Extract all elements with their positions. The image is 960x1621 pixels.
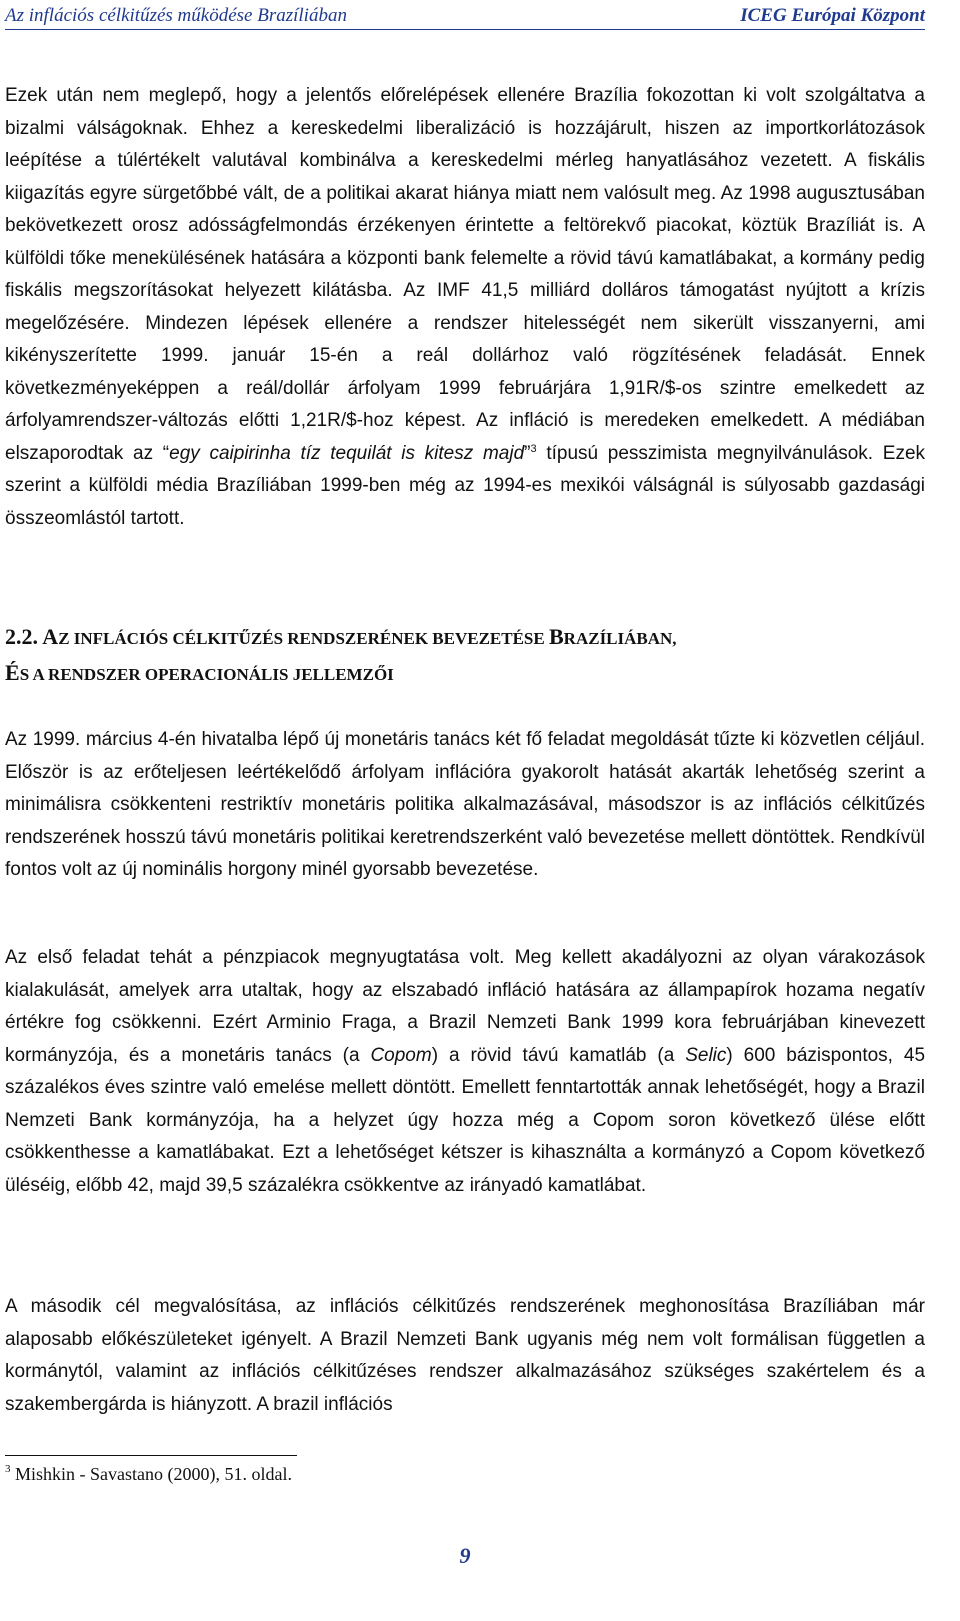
footnote-mark: 3 <box>5 1463 11 1475</box>
heading-capital: B <box>548 624 564 649</box>
section-heading <box>5 620 925 692</box>
paragraph-text: Ezek után nem meglepő, hogy a jelentős előrelépések ellenére Brazília fokozottan ki volt szolgáltatva a bizalmi válságoknak. Ehhez a kereskedelmi liberalizáció is hozzájárult, hiszen az importkorlátozások leépítése a túlértékelt valutával kombinálva a kereskedelmi mérleg hanyatlásához vezetett. A fiskális kiigazítás egyre sürgetőbbé vált, de a politikai akarat hiánya miatt nem valósult meg. Az 1998 augusztusában bekövetkezett orosz adósságfelmondás érzékenyen érintette a feltörekvő piacokat, köztük Brazíliát is. A külföldi tőke menekülésének hatására a központi bank felemelte a rövid távú kamatlábakat, a kormány pedig fiskális megszorításokat helyezett kilátásba. Az IMF 41,5 milliárd dolláros támogatást nyújtott a krízis megelőzésére. Mindezen lépések ellenére a rendszer hitelességét nem sikerült visszanyerni, ami kikényszerítette 1999. január 15-én a reál dollárhoz való rögzítésének feladását. Ennek következményeképpen a reál/dollár árfolyam 1999 februárjára 1,91R/$-os szintre emelkedett az árfolyamrendszer-változás előtti 1,21R/$-hoz képest. Az infláció is meredeken emelkedett. A médiában elszaporodtak az “ <box>5 85 925 464</box>
paragraph-first-task <box>5 942 925 1202</box>
heading-smallcaps: Z INFLÁCIÓS CÉLKITŰZÉS RENDSZERÉNEK BEVEZETÉSE <box>58 629 549 648</box>
footnote-text: Mishkin - Savastano (2000), 51. oldal. <box>10 1464 292 1484</box>
section-number: 2.2. <box>5 624 43 649</box>
footnote-reference: 3 <box>530 442 537 455</box>
header-title: Az inflációs célkitűzés működése Brazíliában <box>5 5 347 26</box>
running-header <box>5 2 925 30</box>
selic-term: Selic <box>685 1044 727 1066</box>
paragraph-second-goal: A második cél megvalósítása, az inflációs célkitűzés rendszerének meghonosítása Brazíliában már alaposabb előkészületeket igényelt. A Brazil Nemzeti Bank ugyanis még nem volt formálisan független a kormánytól, valamint az inflációs célkitűzéses rendszer alkalmazásához szükséges szakértelem és a szakembergárda is hiányzott. A brazil inflációs <box>5 1296 925 1415</box>
paragraph-text: Az első feladat tehát a pénzpiacok megnyugtatása volt. Meg kellett akadályozni az olyan várakozások kialakulását, amelyek arra utaltak, hogy az elszabadó infláció hatására az állampapírok hozama negatív értékre fog csökkenni. Ezért Arminio Fraga, a Brazil Nemzeti Bank 1999 kora februárjában kinevezett kormányzója, és a monetáris tanács (a <box>5 947 925 1066</box>
paragraph-text: ) 600 bázispontos, 45 százalékos éves szintre való emelése mellett döntött. Emellett fenntartották annak lehetőségét, hogy a Brazil Nemzeti Bank kormányzója, ha a helyzet úgy hozza még a Copom soron következő ülése előtt csökkenthesse a kamatlábakat. Ezt a lehetőséget kétszer is kihasználta a kormányzó a Copom következő üléséig, előbb 42, majd 39,5 százalékra csökkentve az irányadó kamatlábat. <box>5 1044 926 1196</box>
quote-text: egy caipirinha tíz tequilát is kitesz majd <box>169 442 525 464</box>
paragraph-monetary-council: Az 1999. március 4-én hivatalba lépő új monetáris tanács két fő feladat megoldását tűzte ki közvetlen céljául. Először is az erőteljesen leértékelődő árfolyam inflációra gyakorolt hatását akarták lehetőség szerint a minimálisra csökkenteni restriktív monetáris politika alkalmazásával, másodszor is az inflációs célkitűzés rendszerének hosszú távú monetáris politikai keretrendszerként való bevezetése mellett döntöttek. Rendkívül fontos volt az új nominális horgony minél gyorsabb bevezetése. <box>5 729 925 880</box>
copom-term: Copom <box>370 1044 432 1066</box>
footnote-divider <box>5 1455 297 1456</box>
heading-smallcaps: RAZÍLIÁBAN, <box>563 629 677 648</box>
footnote <box>5 1464 905 1485</box>
paragraph-text: ) a rövid távú kamatláb (a <box>431 1044 686 1066</box>
paragraph-text: típusú pesszimista megnyilvánulások. Ezek szerint a külföldi média Brazíliában 1999-ben még az 1994-es mexikói válságnál is súlyosabb gazdasági összeomlástól tartott. <box>5 442 926 529</box>
heading-smallcaps: S A RENDSZER OPERACIONÁLIS JELLEMZŐI <box>19 665 394 684</box>
paragraph-crisis <box>5 80 925 535</box>
heading-capital: A <box>42 624 59 649</box>
header-organization: ICEG Európai Központ <box>740 5 925 26</box>
quote-close: ” <box>524 442 531 464</box>
page-number: 9 <box>459 1543 471 1568</box>
heading-capital: É <box>5 660 20 685</box>
